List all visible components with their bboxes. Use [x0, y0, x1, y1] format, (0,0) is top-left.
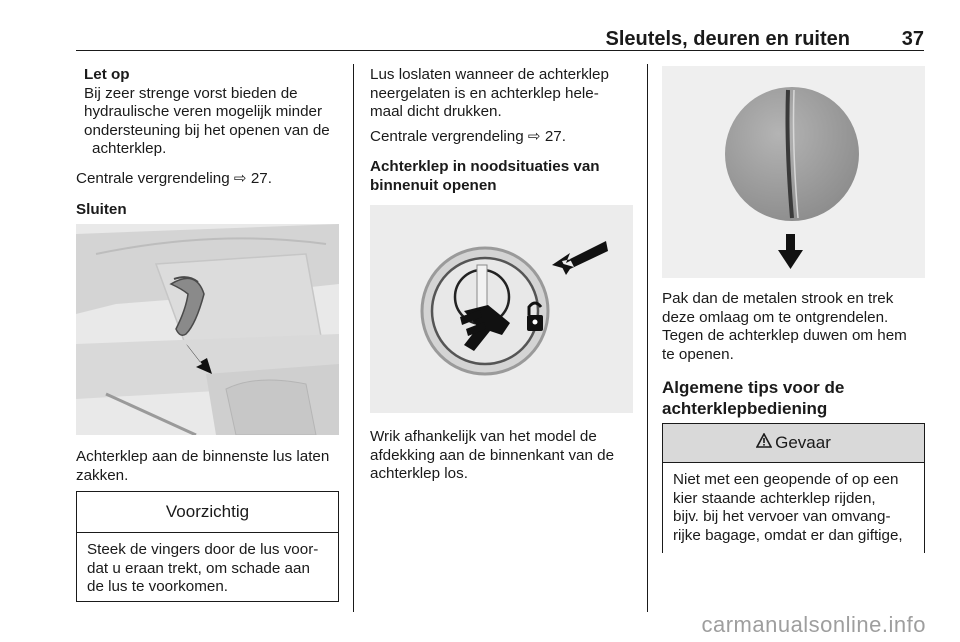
header-rule: [76, 50, 924, 51]
figure-caption: zakken.: [76, 466, 129, 484]
let-op-line: hydraulische veren mogelijk minder: [84, 103, 323, 121]
column-2-lower: [370, 428, 636, 484]
note-let-op: [76, 66, 342, 159]
figure-caption: afdekking aan de binnenkant van de: [370, 446, 615, 464]
caution-line: Steek de vingers door de lus voor-: [87, 541, 319, 558]
caution-line: dat u eraan trekt, om schade aan: [87, 559, 310, 577]
watermark: carmanualsonline.info: [701, 612, 926, 637]
emergency-heading: Achterklep in noodsituaties van: [370, 158, 600, 176]
tips-heading: Algemene tips voor de: [662, 378, 845, 398]
danger-line: bijv. bij het vervoer van omvang-: [673, 508, 891, 526]
intro-line: neergelaten is en achterklep hele-: [370, 84, 599, 102]
column-divider-2: [647, 64, 648, 612]
page-number: 37: [901, 28, 924, 50]
figure-caption: Wrik afhankelijk van het model de: [370, 428, 597, 445]
caution-title: Voorzichtig: [77, 492, 338, 533]
danger-line: rijke bagage, omdat er dan giftige,: [673, 526, 903, 544]
strip-line: deze omlaag om te ontgrendelen.: [662, 308, 889, 326]
caution-line: de lus te voorkomen.: [87, 578, 228, 596]
strip-line: Pak dan de metalen strook en trek: [662, 290, 894, 307]
let-op-line: achterklep.: [92, 140, 167, 158]
strip-line: Tegen de achterklep duwen om hem: [662, 327, 907, 345]
danger-line: kier staande achterklep rijden,: [673, 489, 876, 507]
figure-caption: achterklep los.: [370, 465, 468, 483]
central-locking-ref: Centrale vergrendeling ⇨ 27.: [76, 169, 272, 187]
let-op-line: Bij zeer strenge vorst bieden de: [84, 84, 298, 102]
tailgate-loop-illustration: [76, 224, 339, 435]
emergency-heading: binnenuit openen: [370, 176, 497, 194]
column-3: [662, 290, 928, 419]
column-divider-1: [353, 64, 354, 612]
strip-line: te openen.: [662, 345, 734, 363]
column-1-lower: [76, 448, 342, 485]
danger-head: [663, 424, 924, 463]
let-op-line: ondersteuning bij het openen van de: [84, 121, 330, 139]
tailgate-loop-figure: [76, 224, 339, 435]
central-locking-ref: Centrale vergrendeling ⇨ 27.: [370, 127, 566, 145]
page-title: Sleutels, deuren en ruiten: [605, 28, 850, 50]
metal-strip-illustration: [662, 66, 925, 278]
column-1: [76, 66, 342, 219]
intro-line: maal dicht drukken.: [370, 103, 502, 121]
danger-box: [662, 423, 925, 553]
warning-triangle-icon: [756, 433, 772, 453]
let-op-heading: Let op: [84, 66, 130, 83]
tips-heading: achterklepbediening: [662, 399, 828, 419]
caution-box: [76, 491, 339, 602]
intro-line: Lus loslaten wanneer de achterklep: [370, 66, 609, 83]
danger-line: Niet met een geopende of op een: [673, 471, 899, 488]
metal-strip-figure: [662, 66, 925, 278]
danger-body: [663, 463, 924, 553]
caution-body: [77, 533, 338, 605]
danger-title: Gevaar: [775, 433, 831, 452]
emergency-release-figure: [370, 205, 633, 413]
figure-caption: Achterklep aan de binnenste lus laten: [76, 448, 330, 465]
emergency-release-illustration: [370, 205, 633, 413]
sluiten-heading: Sluiten: [76, 200, 127, 218]
column-2: [370, 66, 636, 196]
